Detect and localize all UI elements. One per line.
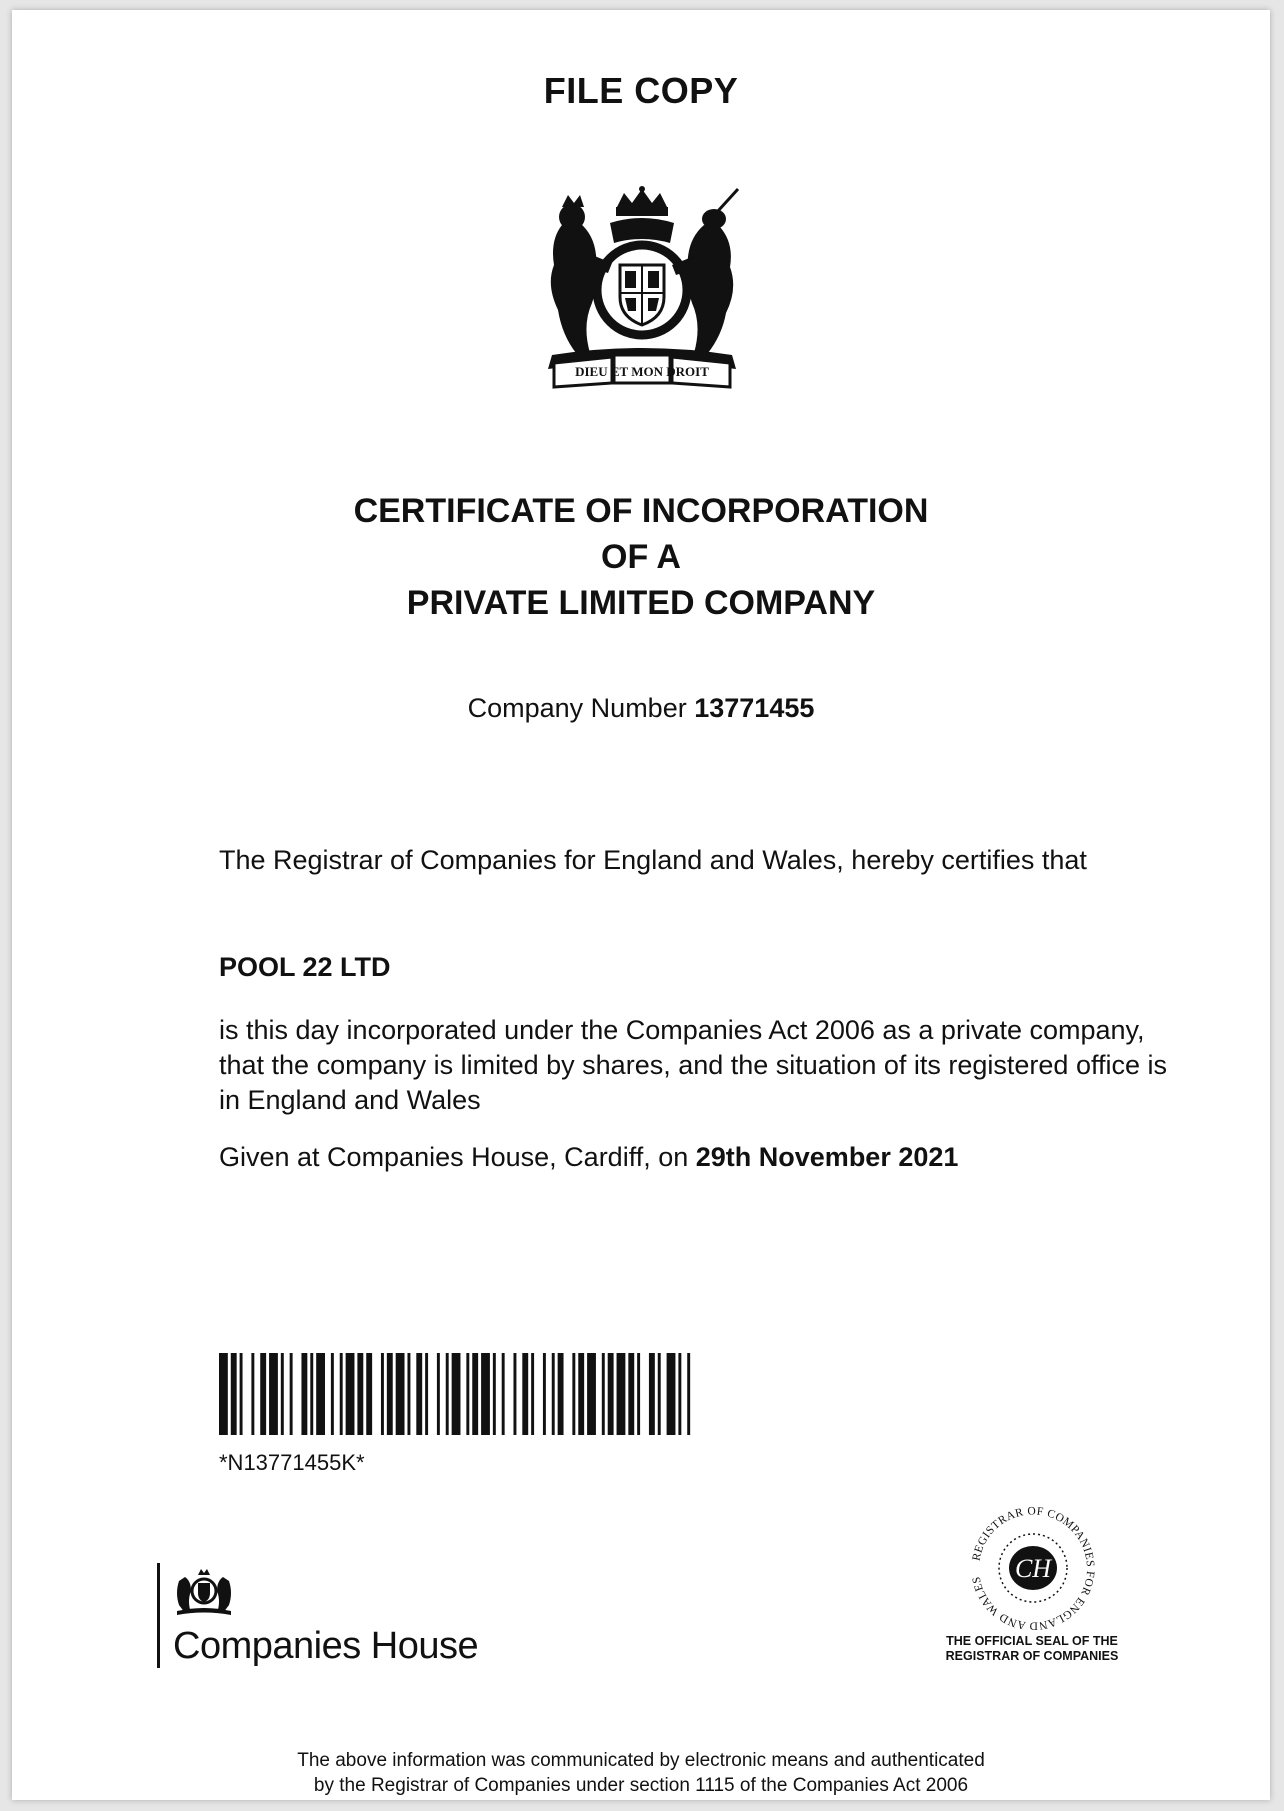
barcode-text: *N13771455K* (219, 1450, 365, 1475)
title-line-2: OF A (601, 538, 681, 576)
barcode-bar (678, 1353, 681, 1435)
barcode-bar (587, 1353, 596, 1435)
barcode-bar (481, 1353, 490, 1435)
barcode-bar (219, 1353, 228, 1435)
company-number-line (12, 693, 1270, 724)
companies-house-logo (157, 1563, 517, 1668)
barcode-bar (357, 1353, 363, 1435)
barcode-bar (251, 1353, 254, 1435)
logo-rule (157, 1563, 160, 1668)
barcode-bar (466, 1353, 469, 1435)
barcode-bar (396, 1353, 405, 1435)
certificate-title (12, 488, 1270, 626)
company-name: POOL 22 LTD (219, 952, 391, 982)
royal-crest-icon (173, 1567, 235, 1617)
barcode-bar (446, 1353, 449, 1435)
barcode-bar (387, 1353, 393, 1435)
barcode-bar (687, 1353, 690, 1435)
barcode-bar (628, 1353, 634, 1435)
companies-house-name: Companies House (173, 1625, 479, 1667)
file-copy-label: FILE COPY (543, 70, 739, 111)
seal-caption (927, 1634, 1137, 1664)
barcode-bar (578, 1353, 584, 1435)
barcode-bar (366, 1353, 372, 1435)
barcode-bar (240, 1353, 243, 1435)
barcode-bar (437, 1353, 440, 1435)
company-number-value: 13771455 (694, 693, 815, 723)
barcode-bar (472, 1353, 478, 1435)
certification-intro: The Registrar of Companies for England and Wales, hereby certifies that (219, 845, 1087, 875)
seal-caption-line-1: THE OFFICIAL SEAL OF THE (946, 1634, 1118, 1648)
barcode-bar (522, 1353, 528, 1435)
barcode-bar (637, 1353, 640, 1435)
footer-line-1: The above information was communicated by electronic means and authenticated (297, 1750, 985, 1771)
barcode-bar (231, 1353, 237, 1435)
company-number-label: Company Number (467, 693, 687, 723)
barcode-bar (602, 1353, 605, 1435)
given-at-line (219, 1140, 1179, 1175)
royal-coat-of-arms-icon (532, 185, 752, 390)
barcode-bar (452, 1353, 461, 1435)
barcode-bar (502, 1353, 505, 1435)
barcode-bar (310, 1353, 313, 1435)
barcode-bar (558, 1353, 564, 1435)
barcode-bar (543, 1353, 546, 1435)
footer-line-2: by the Registrar of Companies under section 1115 of the Companies Act 2006 (313, 1775, 969, 1796)
registrar-seal-icon (957, 1500, 1107, 1630)
barcode-bar (340, 1353, 343, 1435)
barcode-bar (269, 1353, 278, 1435)
barcode-bar (290, 1353, 293, 1435)
barcode-bar (381, 1353, 384, 1435)
barcode-bar (493, 1353, 496, 1435)
barcode-bar (531, 1353, 534, 1435)
incorporation-statement: is this day incorporated under the Companies Act 2006 as a private company, that the company is limited by shares, and the situation of its registered office is in England and Wales (219, 1015, 1167, 1115)
seal-caption-line-2: REGISTRAR OF COMPANIES (945, 1649, 1119, 1663)
barcode-bar (513, 1353, 516, 1435)
barcode-bar (331, 1353, 334, 1435)
barcode-bar (649, 1353, 655, 1435)
barcode-bar (617, 1353, 626, 1435)
authentication-footer (12, 1748, 1270, 1798)
barcode-bar (316, 1353, 325, 1435)
given-prefix: Given at Companies House, Cardiff, on (219, 1142, 689, 1172)
title-line-3: PRIVATE LIMITED COMPANY (406, 584, 876, 622)
title-line-1: CERTIFICATE OF INCORPORATION (353, 492, 929, 530)
barcode-bar (425, 1353, 428, 1435)
barcode-bar (667, 1353, 676, 1435)
barcode-bar (416, 1353, 422, 1435)
crest-motto: DIEU ET MON DROIT (575, 364, 709, 379)
barcode-bar (260, 1353, 266, 1435)
barcode-bar (407, 1353, 410, 1435)
incorporation-date: 29th November 2021 (695, 1142, 959, 1172)
barcode-bar (552, 1353, 555, 1435)
barcode-bar (301, 1353, 307, 1435)
barcode (219, 1353, 699, 1435)
barcode-bar (346, 1353, 355, 1435)
seal-monogram: CH (1014, 1554, 1052, 1583)
barcode-bar (658, 1353, 661, 1435)
barcode-bar (281, 1353, 284, 1435)
barcode-bar (608, 1353, 614, 1435)
certificate-page (12, 10, 1270, 1800)
seal-ring-text: REGISTRAR OF COMPANIES FOR ENGLAND AND WALES (970, 1505, 1097, 1630)
barcode-bar (572, 1353, 575, 1435)
